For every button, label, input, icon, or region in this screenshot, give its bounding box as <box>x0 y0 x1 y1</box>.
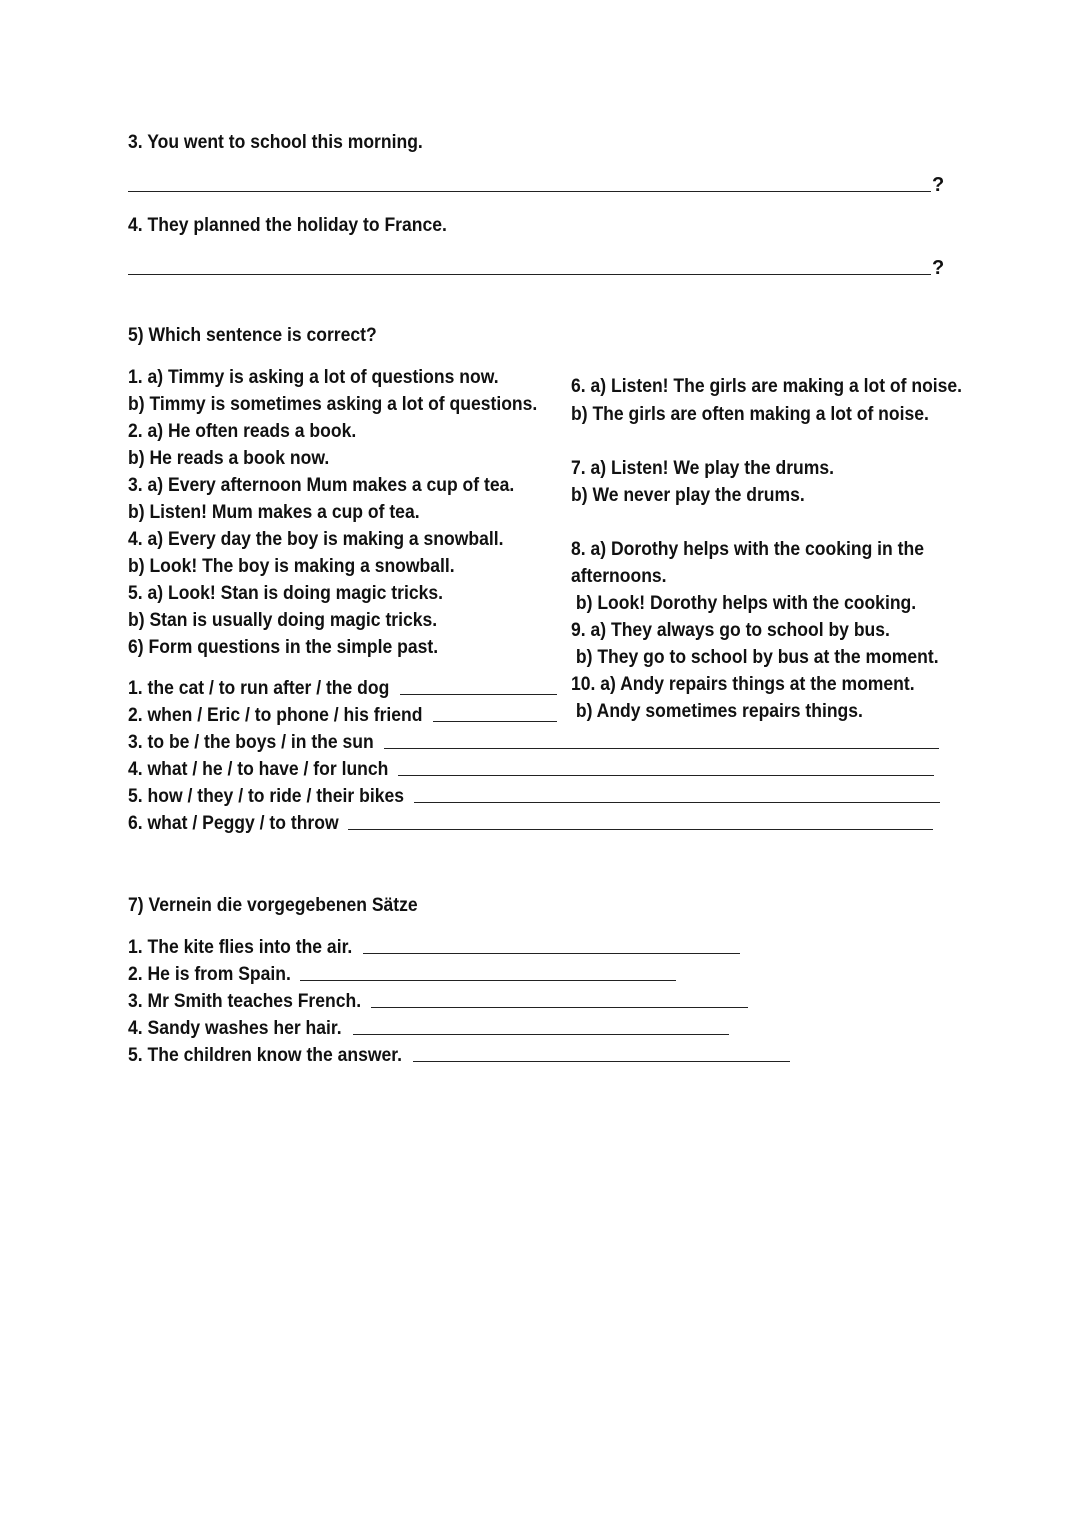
s5-left-line: b) He reads a book now. <box>128 447 330 469</box>
section6-heading: 6) Form questions in the simple past. <box>128 636 439 658</box>
s5-right-line: 9. a) They always go to school by bus. <box>571 619 890 641</box>
answer-line-4[interactable] <box>128 274 931 275</box>
s5-right-line: b) Look! Dorothy helps with the cooking. <box>571 592 917 614</box>
transform-item-3: 3. You went to school this morning. <box>128 131 423 153</box>
s5-right-line: afternoons. <box>571 565 667 587</box>
question-mark-4: ? <box>932 257 945 279</box>
s7-answer-line-3[interactable] <box>371 1007 748 1008</box>
s5-right-line: b) Andy sometimes repairs things. <box>571 700 863 722</box>
s7-item-4: 4. Sandy washes her hair. <box>128 1017 342 1039</box>
s5-left-line: b) Stan is usually doing magic tricks. <box>128 609 438 631</box>
s7-answer-line-5[interactable] <box>413 1061 790 1062</box>
s7-answer-line-4[interactable] <box>353 1034 729 1035</box>
transform-item-4: 4. They planned the holiday to France. <box>128 214 447 236</box>
s7-item-3: 3. Mr Smith teaches French. <box>128 990 362 1012</box>
s5-right-line: b) The girls are often making a lot of noise. <box>571 403 929 425</box>
s5-left-line: 1. a) Timmy is asking a lot of questions now. <box>128 366 499 388</box>
s6-answer-line-3[interactable] <box>384 748 939 749</box>
s5-left-line: b) Look! The boy is making a snowball. <box>128 555 455 577</box>
s5-left-line: b) Listen! Mum makes a cup of tea. <box>128 501 420 523</box>
s7-answer-line-2[interactable] <box>300 980 676 981</box>
s5-right-line: 7. a) Listen! We play the drums. <box>571 457 834 479</box>
s5-left-line: 2. a) He often reads a book. <box>128 420 357 442</box>
s6-answer-line-4[interactable] <box>398 775 934 776</box>
s6-item-3: 3. to be / the boys / in the sun <box>128 731 374 753</box>
s5-right-line: b) They go to school by bus at the moment. <box>571 646 939 668</box>
s5-left-line: 3. a) Every afternoon Mum makes a cup of tea. <box>128 474 515 496</box>
s7-answer-line-1[interactable] <box>363 953 740 954</box>
s6-item-5: 5. how / they / to ride / their bikes <box>128 785 404 807</box>
question-mark-3: ? <box>932 174 945 196</box>
s5-right-line: b) We never play the drums. <box>571 484 805 506</box>
s6-answer-line-1[interactable] <box>400 694 557 695</box>
s6-answer-line-2[interactable] <box>433 721 557 722</box>
s5-right-line: 6. a) Listen! The girls are making a lot of noise. <box>571 375 963 397</box>
s5-left-line: 5. a) Look! Stan is doing magic tricks. <box>128 582 443 604</box>
s6-answer-line-6[interactable] <box>348 829 933 830</box>
s6-item-1: 1. the cat / to run after / the dog <box>128 677 390 699</box>
section5-heading: 5) Which sentence is correct? <box>128 324 377 346</box>
s5-left-line: b) Timmy is sometimes asking a lot of questions. <box>128 393 538 415</box>
s7-item-1: 1. The kite flies into the air. <box>128 936 353 958</box>
s7-item-5: 5. The children know the answer. <box>128 1044 403 1066</box>
answer-line-3[interactable] <box>128 191 931 192</box>
s6-item-6: 6. what / Peggy / to throw <box>128 812 339 834</box>
s5-right-line: 8. a) Dorothy helps with the cooking in the <box>571 538 924 560</box>
s6-item-4: 4. what / he / to have / for lunch <box>128 758 389 780</box>
s6-answer-line-5[interactable] <box>414 802 940 803</box>
section7-heading: 7) Vernein die vorgegebenen Sätze <box>128 894 418 916</box>
s6-item-2: 2. when / Eric / to phone / his friend <box>128 704 423 726</box>
s5-right-line: 10. a) Andy repairs things at the moment. <box>571 673 915 695</box>
s7-item-2: 2. He is from Spain. <box>128 963 291 985</box>
s5-left-line: 4. a) Every day the boy is making a snowball. <box>128 528 504 550</box>
